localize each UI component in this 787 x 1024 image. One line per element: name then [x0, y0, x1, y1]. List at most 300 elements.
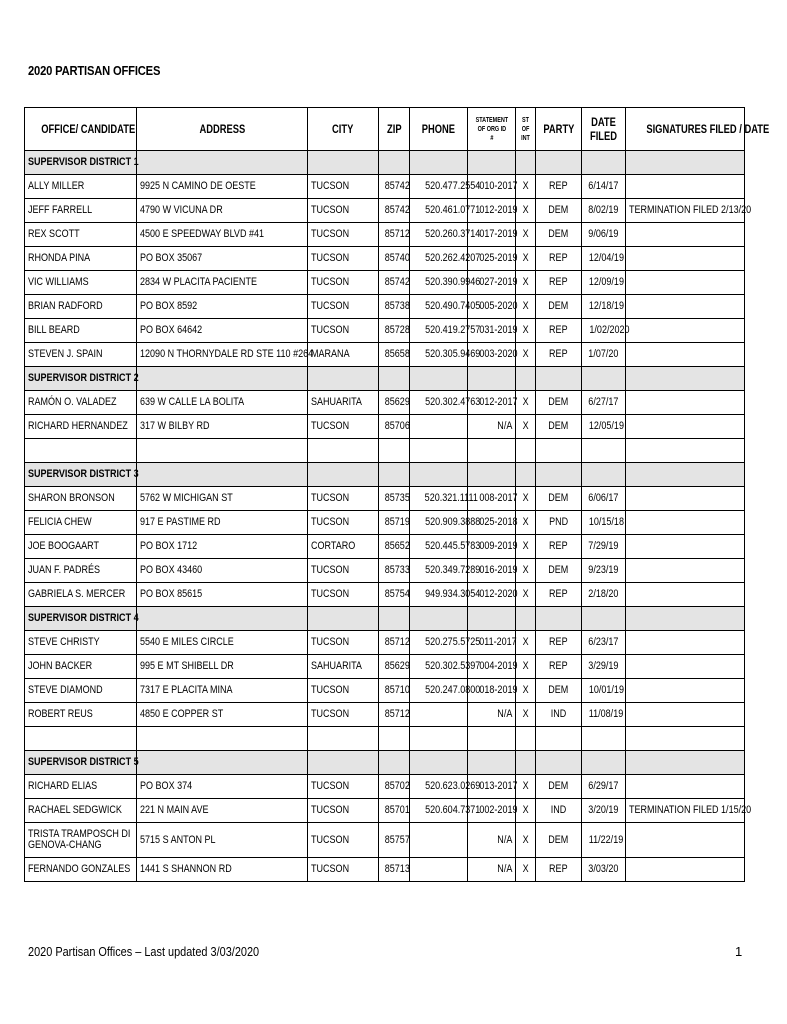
city-cell: TUCSON: [308, 559, 379, 583]
signatures-cell: [626, 823, 745, 858]
candidate-name: TRISTA TRAMPOSCH DI GENOVA-CHANG: [25, 823, 137, 858]
zip-cell: 85712: [379, 703, 410, 727]
district-blank-cell: [410, 463, 468, 487]
district-blank-cell: [410, 751, 468, 775]
table-row: [25, 823, 745, 858]
st-of-int-cell: X: [516, 631, 536, 655]
party-cell: REP: [536, 858, 582, 882]
st-of-int-cell: X: [516, 823, 536, 858]
candidate-name: JUAN F. PADRÉS: [25, 559, 137, 583]
phone-cell: 520.349.7289: [410, 559, 468, 583]
blank-cell: [582, 727, 626, 751]
candidate-name: VIC WILLIAMS: [25, 271, 137, 295]
signatures-cell: [626, 271, 745, 295]
party-cell: REP: [536, 247, 582, 271]
org-id-cell: 017-2019: [468, 223, 516, 247]
date-filed-cell: 9/23/19: [582, 559, 626, 583]
blank-cell: [410, 439, 468, 463]
zip-cell: 85742: [379, 199, 410, 223]
phone-cell: 520.305.9469: [410, 343, 468, 367]
address-cell: 12090 N THORNYDALE RD STE 110 #264: [137, 343, 308, 367]
zip-cell: 85652: [379, 535, 410, 559]
blank-cell: [582, 439, 626, 463]
org-id-cell: N/A: [468, 703, 516, 727]
city-cell: TUCSON: [308, 823, 379, 858]
district-blank-cell: [308, 367, 379, 391]
district-header-row: [25, 367, 745, 391]
st-of-int-cell: X: [516, 858, 536, 882]
district-blank-cell: [516, 367, 536, 391]
district-blank-cell: [379, 151, 410, 175]
city-cell: TUCSON: [308, 679, 379, 703]
st-of-int-cell: X: [516, 583, 536, 607]
st-of-int-cell: X: [516, 295, 536, 319]
date-filed-cell: 9/06/19: [582, 223, 626, 247]
phone-cell: 520.247.0800: [410, 679, 468, 703]
city-cell: MARANA: [308, 343, 379, 367]
phone-cell: 520.909.3888: [410, 511, 468, 535]
table-row: [25, 175, 745, 199]
blank-cell: [626, 439, 745, 463]
address-cell: PO BOX 374: [137, 775, 308, 799]
signatures-cell: [626, 775, 745, 799]
org-id-cell: 012-2019: [468, 199, 516, 223]
district-blank-cell: [137, 751, 308, 775]
district-blank-cell: [308, 151, 379, 175]
date-filed-cell: 12/09/19: [582, 271, 626, 295]
candidate-name: GABRIELA S. MERCER: [25, 583, 137, 607]
date-filed-cell: 1/07/20: [582, 343, 626, 367]
blank-cell: [308, 727, 379, 751]
org-id-cell: 031-2019: [468, 319, 516, 343]
address-cell: 2834 W PLACITA PACIENTE: [137, 271, 308, 295]
district-blank-cell: [516, 463, 536, 487]
zip-cell: 85757: [379, 823, 410, 858]
table-row: [25, 247, 745, 271]
header-statement: STATEMENT OF ORG ID #: [468, 108, 516, 151]
zip-cell: 85712: [379, 223, 410, 247]
blank-cell: [25, 439, 137, 463]
address-cell: 5540 E MILES CIRCLE: [137, 631, 308, 655]
party-cell: DEM: [536, 679, 582, 703]
zip-cell: 85719: [379, 511, 410, 535]
phone-cell: 949.934.3054: [410, 583, 468, 607]
blank-cell: [308, 439, 379, 463]
blank-cell: [536, 439, 582, 463]
city-cell: TUCSON: [308, 631, 379, 655]
district-name: SUPERVISOR DISTRICT 1: [25, 151, 137, 175]
zip-cell: 85735: [379, 487, 410, 511]
address-cell: 1441 S SHANNON RD: [137, 858, 308, 882]
date-filed-cell: 3/29/19: [582, 655, 626, 679]
party-cell: REP: [536, 583, 582, 607]
zip-cell: 85658: [379, 343, 410, 367]
party-cell: DEM: [536, 295, 582, 319]
district-blank-cell: [582, 463, 626, 487]
zip-cell: 85728: [379, 319, 410, 343]
district-header-row: [25, 607, 745, 631]
candidate-name: RAMÓN O. VALADEZ: [25, 391, 137, 415]
city-cell: TUCSON: [308, 511, 379, 535]
district-blank-cell: [410, 607, 468, 631]
district-blank-cell: [536, 607, 582, 631]
date-filed-cell: 12/05/19: [582, 415, 626, 439]
phone-cell: 520.461.0771: [410, 199, 468, 223]
city-cell: TUCSON: [308, 223, 379, 247]
party-cell: PND: [536, 511, 582, 535]
date-filed-cell: 6/29/17: [582, 775, 626, 799]
signatures-cell: [626, 319, 745, 343]
candidate-name: RICHARD HERNANDEZ: [25, 415, 137, 439]
org-id-cell: N/A: [468, 858, 516, 882]
address-cell: PO BOX 64642: [137, 319, 308, 343]
date-filed-cell: 6/06/17: [582, 487, 626, 511]
table-row: [25, 487, 745, 511]
org-id-cell: 010-2017: [468, 175, 516, 199]
city-cell: SAHUARITA: [308, 655, 379, 679]
city-cell: TUCSON: [308, 295, 379, 319]
address-cell: PO BOX 43460: [137, 559, 308, 583]
district-blank-cell: [516, 151, 536, 175]
st-of-int-cell: X: [516, 655, 536, 679]
table-row: [25, 655, 745, 679]
phone-cell: [410, 703, 468, 727]
district-blank-cell: [410, 151, 468, 175]
table-row: [25, 511, 745, 535]
address-cell: 917 E PASTIME RD: [137, 511, 308, 535]
zip-cell: 85712: [379, 631, 410, 655]
header-signatures: SIGNATURES FILED / DATE: [626, 108, 745, 151]
address-cell: 317 W BILBY RD: [137, 415, 308, 439]
district-header-row: [25, 463, 745, 487]
candidate-name: BILL BEARD: [25, 319, 137, 343]
blank-cell: [468, 439, 516, 463]
party-cell: DEM: [536, 487, 582, 511]
st-of-int-cell: X: [516, 487, 536, 511]
city-cell: TUCSON: [308, 775, 379, 799]
st-of-int-cell: X: [516, 511, 536, 535]
st-of-int-cell: X: [516, 775, 536, 799]
phone-cell: 520.262.4207: [410, 247, 468, 271]
org-id-cell: 009-2019: [468, 535, 516, 559]
org-id-cell: 025-2018: [468, 511, 516, 535]
candidate-name: FERNANDO GONZALES: [25, 858, 137, 882]
district-blank-cell: [536, 151, 582, 175]
city-cell: TUCSON: [308, 583, 379, 607]
district-blank-cell: [582, 751, 626, 775]
date-filed-cell: 12/18/19: [582, 295, 626, 319]
district-blank-cell: [536, 751, 582, 775]
city-cell: TUCSON: [308, 487, 379, 511]
org-id-cell: 027-2019: [468, 271, 516, 295]
candidate-name: ALLY MILLER: [25, 175, 137, 199]
party-cell: DEM: [536, 415, 582, 439]
signatures-cell: [626, 175, 745, 199]
signatures-cell: [626, 631, 745, 655]
signatures-cell: [626, 535, 745, 559]
date-filed-cell: 10/01/19: [582, 679, 626, 703]
signatures-cell: [626, 343, 745, 367]
candidate-name: REX SCOTT: [25, 223, 137, 247]
table-row: [25, 559, 745, 583]
blank-cell: [516, 727, 536, 751]
st-of-int-cell: X: [516, 679, 536, 703]
district-blank-cell: [626, 607, 745, 631]
address-cell: PO BOX 8592: [137, 295, 308, 319]
org-id-cell: 012-2017: [468, 391, 516, 415]
table-row: [25, 415, 745, 439]
header-city: CITY: [308, 108, 379, 151]
party-cell: DEM: [536, 199, 582, 223]
blank-cell: [626, 727, 745, 751]
party-cell: IND: [536, 799, 582, 823]
candidate-name: JOHN BACKER: [25, 655, 137, 679]
signatures-cell: [626, 655, 745, 679]
zip-cell: 85629: [379, 655, 410, 679]
zip-cell: 85713: [379, 858, 410, 882]
district-blank-cell: [137, 367, 308, 391]
district-blank-cell: [582, 607, 626, 631]
phone-cell: 520.302.4763: [410, 391, 468, 415]
city-cell: TUCSON: [308, 175, 379, 199]
date-filed-cell: 6/14/17: [582, 175, 626, 199]
org-id-cell: 025-2019: [468, 247, 516, 271]
party-cell: REP: [536, 175, 582, 199]
signatures-cell: TERMINATION FILED 2/13/20: [626, 199, 745, 223]
district-blank-cell: [137, 607, 308, 631]
zip-cell: 85740: [379, 247, 410, 271]
candidate-name: SHARON BRONSON: [25, 487, 137, 511]
district-blank-cell: [410, 367, 468, 391]
phone-cell: [410, 858, 468, 882]
candidate-name: STEVE DIAMOND: [25, 679, 137, 703]
candidate-name: STEVE CHRISTY: [25, 631, 137, 655]
blank-cell: [536, 727, 582, 751]
district-blank-cell: [582, 151, 626, 175]
org-id-cell: 008-2017: [468, 487, 516, 511]
district-blank-cell: [468, 367, 516, 391]
address-cell: 9925 N CAMINO DE OESTE: [137, 175, 308, 199]
candidate-name: JEFF FARRELL: [25, 199, 137, 223]
org-id-cell: 004-2019: [468, 655, 516, 679]
city-cell: TUCSON: [308, 703, 379, 727]
party-cell: DEM: [536, 775, 582, 799]
header-party: PARTY: [536, 108, 582, 151]
address-cell: 5762 W MICHIGAN ST: [137, 487, 308, 511]
st-of-int-cell: X: [516, 223, 536, 247]
signatures-cell: [626, 415, 745, 439]
st-of-int-cell: X: [516, 247, 536, 271]
document-title: 2020 PARTISAN OFFICES: [28, 63, 161, 78]
party-cell: REP: [536, 271, 582, 295]
header-office: OFFICE/ CANDIDATE: [25, 108, 137, 151]
phone-cell: 520.604.7371: [410, 799, 468, 823]
date-filed-cell: 12/04/19: [582, 247, 626, 271]
district-name: SUPERVISOR DISTRICT 5: [25, 751, 137, 775]
table-row: [25, 775, 745, 799]
address-cell: 7317 E PLACITA MINA: [137, 679, 308, 703]
table-row: [25, 858, 745, 882]
district-name: SUPERVISOR DISTRICT 4: [25, 607, 137, 631]
city-cell: TUCSON: [308, 858, 379, 882]
st-of-int-cell: X: [516, 703, 536, 727]
blank-cell: [410, 727, 468, 751]
district-blank-cell: [468, 463, 516, 487]
date-filed-cell: 1/02/2020: [582, 319, 626, 343]
district-blank-cell: [582, 367, 626, 391]
address-cell: PO BOX 1712: [137, 535, 308, 559]
district-blank-cell: [468, 607, 516, 631]
city-cell: TUCSON: [308, 319, 379, 343]
st-of-int-cell: X: [516, 319, 536, 343]
zip-cell: 85742: [379, 271, 410, 295]
phone-cell: 520.321.1111: [410, 487, 468, 511]
candidate-name: BRIAN RADFORD: [25, 295, 137, 319]
header-date-filed: DATE FILED: [582, 108, 626, 151]
st-of-int-cell: X: [516, 199, 536, 223]
date-filed-cell: 10/15/18: [582, 511, 626, 535]
signatures-cell: [626, 511, 745, 535]
date-filed-cell: 8/02/19: [582, 199, 626, 223]
city-cell: TUCSON: [308, 271, 379, 295]
org-id-cell: N/A: [468, 823, 516, 858]
phone-cell: 520.302.5397: [410, 655, 468, 679]
zip-cell: 85702: [379, 775, 410, 799]
blank-cell: [137, 727, 308, 751]
party-cell: IND: [536, 703, 582, 727]
st-of-int-cell: X: [516, 559, 536, 583]
st-of-int-cell: X: [516, 535, 536, 559]
address-cell: 4500 E SPEEDWAY BLVD #41: [137, 223, 308, 247]
st-of-int-cell: X: [516, 391, 536, 415]
zip-cell: 85629: [379, 391, 410, 415]
phone-cell: 520.260.3714: [410, 223, 468, 247]
district-blank-cell: [626, 151, 745, 175]
signatures-cell: TERMINATION FILED 1/15/20: [626, 799, 745, 823]
date-filed-cell: 6/23/17: [582, 631, 626, 655]
party-cell: DEM: [536, 391, 582, 415]
phone-cell: 520.477.2554: [410, 175, 468, 199]
district-header-row: [25, 151, 745, 175]
header-st-of-int: ST OF INT: [516, 108, 536, 151]
signatures-cell: [626, 858, 745, 882]
phone-cell: 520.419.2757: [410, 319, 468, 343]
st-of-int-cell: X: [516, 415, 536, 439]
district-blank-cell: [516, 751, 536, 775]
blank-row: [25, 439, 745, 463]
phone-cell: 520.623.0269: [410, 775, 468, 799]
city-cell: TUCSON: [308, 415, 379, 439]
blank-cell: [25, 727, 137, 751]
zip-cell: 85733: [379, 559, 410, 583]
city-cell: TUCSON: [308, 247, 379, 271]
zip-cell: 85701: [379, 799, 410, 823]
candidate-name: RACHAEL SEDGWICK: [25, 799, 137, 823]
blank-cell: [468, 727, 516, 751]
district-header-row: [25, 751, 745, 775]
address-cell: 221 N MAIN AVE: [137, 799, 308, 823]
party-cell: REP: [536, 631, 582, 655]
signatures-cell: [626, 295, 745, 319]
signatures-cell: [626, 391, 745, 415]
district-blank-cell: [516, 607, 536, 631]
date-filed-cell: 2/18/20: [582, 583, 626, 607]
blank-cell: [137, 439, 308, 463]
date-filed-cell: 11/22/19: [582, 823, 626, 858]
city-cell: CORTARO: [308, 535, 379, 559]
table-row: [25, 271, 745, 295]
phone-cell: 520.390.9946: [410, 271, 468, 295]
signatures-cell: [626, 487, 745, 511]
table-row: [25, 295, 745, 319]
party-cell: REP: [536, 535, 582, 559]
header-phone: PHONE: [410, 108, 468, 151]
district-blank-cell: [536, 463, 582, 487]
phone-cell: 520.445.5783: [410, 535, 468, 559]
district-blank-cell: [626, 367, 745, 391]
date-filed-cell: 7/29/19: [582, 535, 626, 559]
signatures-cell: [626, 223, 745, 247]
header-row: [25, 108, 745, 151]
candidate-name: RICHARD ELIAS: [25, 775, 137, 799]
address-cell: 995 E MT SHIBELL DR: [137, 655, 308, 679]
address-cell: 639 W CALLE LA BOLITA: [137, 391, 308, 415]
city-cell: TUCSON: [308, 799, 379, 823]
district-name: SUPERVISOR DISTRICT 3: [25, 463, 137, 487]
party-cell: REP: [536, 655, 582, 679]
district-blank-cell: [308, 751, 379, 775]
st-of-int-cell: X: [516, 343, 536, 367]
blank-cell: [379, 439, 410, 463]
org-id-cell: 016-2019: [468, 559, 516, 583]
blank-cell: [516, 439, 536, 463]
date-filed-cell: 3/20/19: [582, 799, 626, 823]
org-id-cell: 013-2017: [468, 775, 516, 799]
zip-cell: 85742: [379, 175, 410, 199]
district-name: SUPERVISOR DISTRICT 2: [25, 367, 137, 391]
district-blank-cell: [468, 151, 516, 175]
signatures-cell: [626, 559, 745, 583]
date-filed-cell: 6/27/17: [582, 391, 626, 415]
candidate-name: RHONDA PINA: [25, 247, 137, 271]
zip-cell: 85738: [379, 295, 410, 319]
st-of-int-cell: X: [516, 175, 536, 199]
signatures-cell: [626, 679, 745, 703]
org-id-cell: N/A: [468, 415, 516, 439]
district-blank-cell: [379, 751, 410, 775]
st-of-int-cell: X: [516, 799, 536, 823]
zip-cell: 85710: [379, 679, 410, 703]
header-address: ADDRESS: [137, 108, 308, 151]
blank-cell: [379, 727, 410, 751]
table-row: [25, 223, 745, 247]
district-blank-cell: [308, 607, 379, 631]
org-id-cell: 005-2020: [468, 295, 516, 319]
table-row: [25, 703, 745, 727]
party-cell: DEM: [536, 823, 582, 858]
table-row: [25, 319, 745, 343]
offices-table: [24, 107, 770, 882]
date-filed-cell: 3/03/20: [582, 858, 626, 882]
district-blank-cell: [468, 751, 516, 775]
phone-cell: 520.275.5725: [410, 631, 468, 655]
table-row: [25, 679, 745, 703]
blank-row: [25, 727, 745, 751]
zip-cell: 85706: [379, 415, 410, 439]
org-id-cell: 003-2020: [468, 343, 516, 367]
phone-cell: 520.490.7405: [410, 295, 468, 319]
signatures-cell: [626, 583, 745, 607]
